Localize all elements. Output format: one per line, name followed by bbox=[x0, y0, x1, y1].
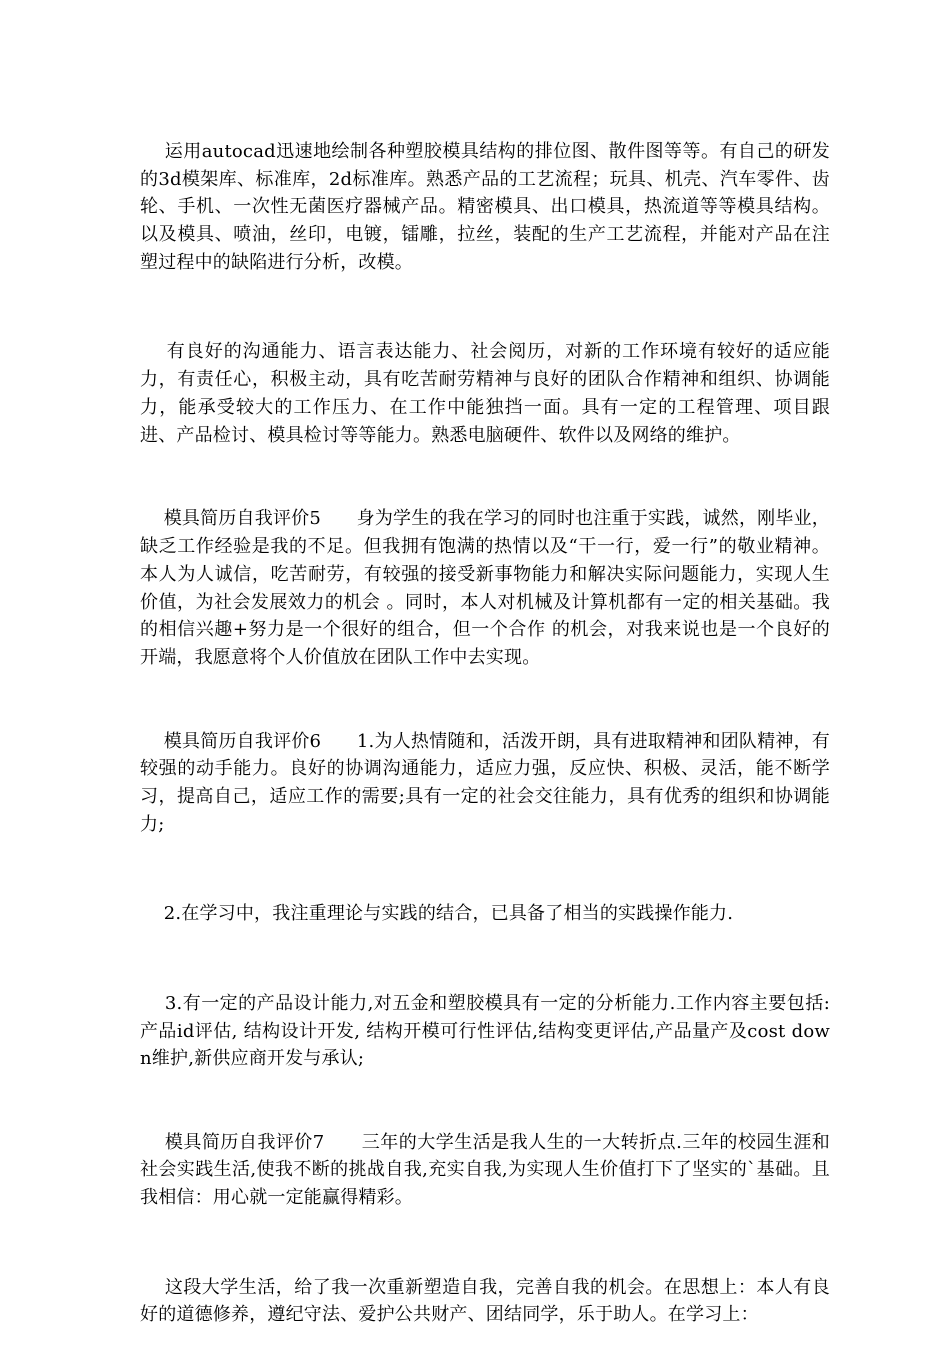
paragraph-autocad-skills bbox=[140, 110, 830, 305]
section-self-evaluation-7 bbox=[140, 1101, 830, 1240]
paragraph-text: 3.有一定的产品设计能力,对五金和塑胶模具有一定的分析能力.工作内容主要包括:产品id评估, 结构设计开发, 结构开模可行性评估,结构变更评估,产品量产及cost down维护,新供应商开发与承认; bbox=[140, 992, 830, 1070]
paragraph-text: 三年的大学生活是我人生的一大转折点.三年的校园生涯和社会实践生活,使我不断的挑战自我,充实自我,为实现人生价值打下了坚实的`基础。且我相信：用心就一定能赢得精彩。 bbox=[140, 1131, 831, 1209]
section-self-evaluation-6 bbox=[140, 700, 830, 867]
paragraph-point-2 bbox=[140, 873, 830, 956]
paragraph-text: 这段大学生活，给了我一次重新塑造自我，完善自我的机会。在思想上：本人有良好的道德修养，遵纪守法、爱护公共财产、团结同学，乐于助人。在学习上： bbox=[140, 1276, 830, 1326]
paragraph-text: 有良好的沟通能力、语言表达能力、社会阅历，对新的工作环境有较好的适应能力，有责任心，积极主动，具有吃苦耐劳精神与良好的团队合作精神和组织、协调能力，能承受较大的工作压力、在工作中能独挡一面。具有一定的工程管理、项目跟进、产品检讨、模具检讨等等能力。熟悉电脑硬件、软件以及网络的维护。 bbox=[140, 341, 831, 446]
section-self-evaluation-5 bbox=[140, 477, 830, 699]
paragraph-communication-skills bbox=[140, 311, 830, 478]
paragraph-point-3 bbox=[140, 962, 830, 1101]
paragraph-text: 身为学生的我在学习的同时也注重于实践，诚然，刚毕业，缺乏工作经验是我的不足。但我拥有饱满的热情以及“干一行，爱一行”的敬业精神。本人为人诚信，吃苦耐劳，有较强的接受新事物能力和解决实际问题能力，实现人生价值，为社会发展效力的机会 。同时，本人对机械及计算机都有一定的相关基础。我的相信兴趣+努力是一个很好的组合，但一个合作 的机会，对我来说也是一个良好的开端，我愿意将个人价值放在团队工作中去实现。 bbox=[140, 508, 830, 669]
paragraph-text: 2.在学习中，我注重理论与实践的结合，已具备了相当的实践操作能力. bbox=[163, 903, 734, 925]
paragraph-text: 1.为人热情随和，活泼开朗，具有进取精神和团队精神，有较强的动手能力。良好的协调沟通能力，适应力强，反应快、积极、灵活，能不断学习，提高自己，适应工作的需要;具有一定的社会交往能力，具有优秀的组织和协调能力; bbox=[140, 730, 831, 835]
document-body bbox=[140, 110, 830, 1357]
paragraph-college-life bbox=[140, 1246, 830, 1357]
section-heading: 模具简历自我评价7 bbox=[164, 1131, 325, 1153]
section-heading: 模具简历自我评价6 bbox=[163, 730, 322, 752]
section-heading: 模具简历自我评价5 bbox=[163, 508, 322, 530]
paragraph-text: 运用autocad迅速地绘制各种塑胶模具结构的排位图、散件图等等。有自己的研发的3d模架库、标准库，2d标准库。熟悉产品的工艺流程；玩具、机壳、汽车零件、齿轮、手机、一次性无菌医疗器械产品。精密模具、出口模具，热流道等等模具结构。以及模具、喷油，丝印，电镀，镭雕，拉丝，装配的生产工艺流程，并能对产品在注塑过程中的缺陷进行分析，改模。 bbox=[140, 140, 831, 273]
